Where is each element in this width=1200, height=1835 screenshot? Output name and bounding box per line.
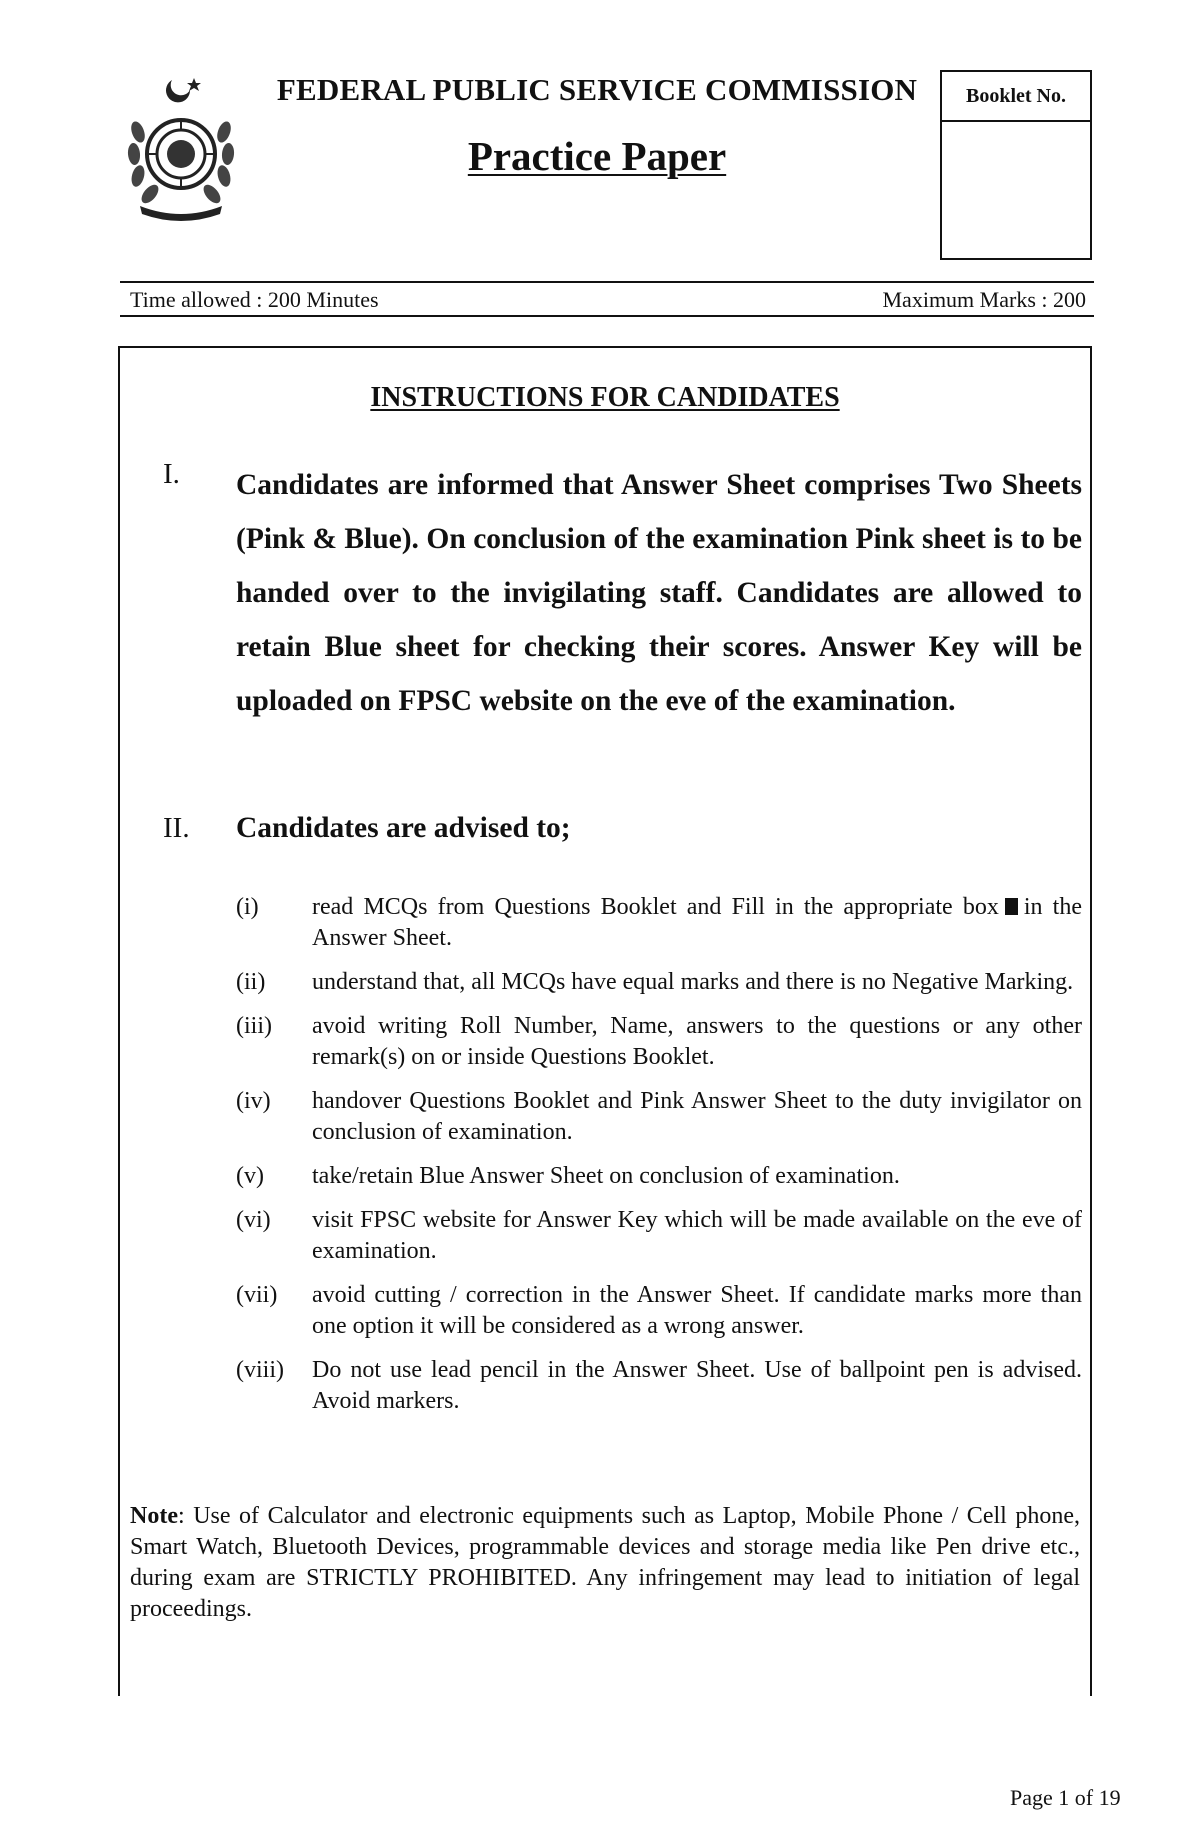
list-item-text-part: read MCQs from Questions Booklet and Fill in the appropriate box — [312, 894, 999, 920]
list-item-text: take/retain Blue Answer Sheet on conclusion of examination. — [312, 1163, 900, 1189]
list-item-number: (i) — [236, 894, 259, 920]
list-item-text: visit FPSC website for Answer Key which will be made available on the eve of examination. — [312, 1207, 1082, 1264]
paper-title — [272, 132, 922, 180]
note-paragraph — [130, 1501, 1080, 1625]
instructions-heading — [120, 382, 1090, 414]
maximum-marks: Maximum Marks : 200 — [882, 287, 1086, 312]
time-allowed: Time allowed : 200 Minutes — [130, 287, 379, 312]
list-item — [236, 967, 1082, 998]
advice-list — [236, 892, 1082, 1430]
list-item-text: Do not use lead pencil in the Answer Sheet. Use of ballpoint pen is advised. Avoid markers. — [312, 1357, 1082, 1414]
list-item — [236, 1205, 1082, 1267]
list-item — [236, 1011, 1082, 1073]
list-item-text: avoid writing Roll Number, Name, answers to the questions or any other remark(s) on or inside Questions Booklet. — [312, 1013, 1082, 1070]
list-item-number: (iv) — [236, 1088, 271, 1114]
list-item-text-part: in the Answer Sheet. — [312, 894, 1082, 951]
fpsc-emblem-icon — [120, 72, 242, 222]
list-item — [236, 1161, 1082, 1192]
list-item — [236, 1280, 1082, 1342]
instructions-heading-text: INSTRUCTIONS FOR CANDIDATES — [370, 382, 840, 413]
list-item-number: (viii) — [236, 1357, 284, 1383]
instruction-number: I. — [163, 458, 180, 490]
list-item-number: (ii) — [236, 969, 266, 995]
list-item — [236, 1355, 1082, 1417]
instruction-number: II. — [163, 812, 190, 844]
list-item — [236, 892, 1082, 954]
paper-title-text: Practice Paper — [467, 133, 727, 179]
organization-title: FEDERAL PUBLIC SERVICE COMMISSION — [276, 72, 918, 107]
booklet-number-box — [940, 70, 1092, 260]
list-item — [236, 1086, 1082, 1148]
list-item-text: avoid cutting / correction in the Answer Sheet. If candidate marks more than one option it will be considered as a wrong answer. — [312, 1282, 1082, 1339]
list-item-number: (vi) — [236, 1207, 271, 1233]
list-item-number: (v) — [236, 1163, 264, 1189]
page-number: Page 1 of 19 — [1010, 1785, 1121, 1810]
list-item-number: (iii) — [236, 1013, 272, 1039]
instruction-text: Candidates are advised to; — [236, 812, 571, 844]
list-item-text — [312, 892, 1082, 954]
list-item-text: understand that, all MCQs have equal marks and there is no Negative Marking. — [312, 969, 1074, 995]
filled-box-icon — [1005, 898, 1018, 915]
note-text: : Use of Calculator and electronic equipments such as Laptop, Mobile Phone / Cell phone, Smart Watch, Bluetooth Devices, programmable devices and storage media like Pen drive etc., during exam are STRICTLY PROHIBITED. Any infringement may lead to initiation of legal proceedings. — [130, 1503, 1080, 1622]
exam-info-bar — [120, 281, 1094, 317]
booklet-number-label: Booklet No. — [942, 72, 1090, 122]
list-item-text: handover Questions Booklet and Pink Answer Sheet to the duty invigilator on conclusion of examination. — [312, 1088, 1082, 1145]
note-label: Note — [130, 1503, 178, 1529]
list-item-number: (vii) — [236, 1282, 278, 1308]
instruction-text: Candidates are informed that Answer Sheet comprises Two Sheets (Pink & Blue). On conclusion of the examination Pink sheet is to be handed over to the invigilating staff. Candidates are allowed to retain Blue sheet for checking their scores. Answer Key will be uploaded on FPSC website on the eve of the examination. — [236, 469, 1082, 717]
